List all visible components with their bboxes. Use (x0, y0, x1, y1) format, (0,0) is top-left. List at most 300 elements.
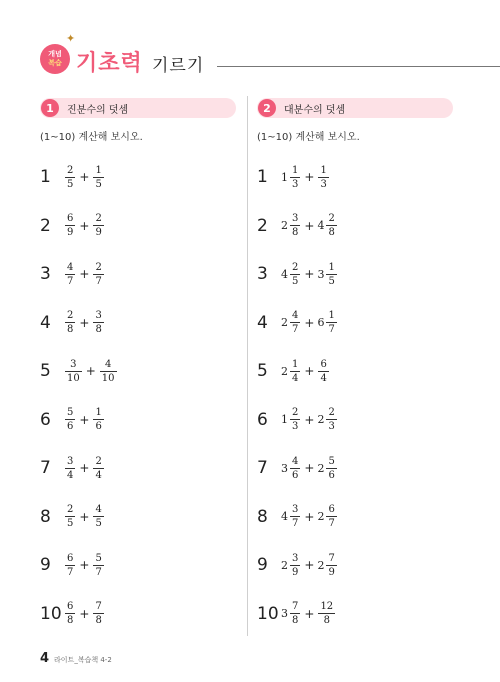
second-numerator: 7 (95, 601, 102, 613)
problem-expression (64, 407, 105, 432)
first-denominator: 7 (292, 324, 299, 336)
problem-row (257, 347, 453, 396)
page-header (40, 32, 500, 86)
second-fraction (93, 213, 103, 238)
first-fraction-bar (290, 371, 300, 372)
second-fraction-bar (93, 468, 103, 469)
second-fraction-bar (100, 371, 117, 372)
second-numerator: 7 (328, 552, 335, 564)
second-fraction-bar (93, 322, 103, 323)
first-denominator: 3 (292, 421, 299, 433)
problem-number: 7 (257, 458, 268, 479)
first-term (64, 359, 83, 384)
first-numerator: 7 (292, 601, 299, 613)
problem-number: 10 (40, 603, 62, 624)
plus-sign: + (79, 315, 90, 330)
first-fraction-bar (290, 225, 300, 226)
plus-sign: + (304, 461, 315, 476)
problem-expression (281, 504, 338, 529)
second-whole: 2 (317, 413, 325, 427)
badge-line-1: 개념 (48, 50, 62, 58)
second-denominator: 7 (95, 275, 102, 287)
page-number: 4 (40, 651, 50, 666)
second-fraction-bar (318, 177, 328, 178)
review-badge (40, 44, 70, 74)
problem-number: 3 (40, 264, 51, 285)
problem-number: 4 (40, 312, 51, 333)
first-denominator: 3 (292, 178, 299, 190)
second-denominator: 9 (328, 566, 335, 578)
second-fraction (93, 310, 103, 335)
first-denominator: 8 (292, 615, 299, 627)
first-fraction (65, 165, 75, 190)
first-term (64, 504, 76, 529)
first-denominator: 8 (67, 324, 74, 336)
first-fraction-bar (65, 613, 75, 614)
problem-row (257, 396, 453, 445)
first-term (281, 504, 301, 529)
second-numerator: 1 (95, 164, 102, 176)
problem-row (257, 493, 453, 542)
first-fraction-bar (290, 613, 300, 614)
first-numerator: 2 (292, 407, 299, 419)
first-numerator: 4 (292, 455, 299, 467)
problem-expression (64, 359, 118, 384)
page-footer (40, 651, 112, 666)
first-whole: 2 (281, 316, 288, 330)
second-whole: 3 (317, 267, 325, 281)
first-denominator: 4 (292, 372, 299, 384)
section-title-2: 대분수의 덧셈 (284, 104, 346, 116)
problem-number: 6 (40, 409, 51, 430)
first-numerator: 1 (292, 164, 299, 176)
second-fraction (318, 359, 328, 384)
plus-sign: + (304, 170, 315, 185)
second-fraction-bar (318, 371, 328, 372)
first-fraction (290, 553, 300, 578)
problem-expression (281, 359, 330, 384)
problem-expression (64, 165, 105, 190)
first-term (281, 310, 301, 335)
first-denominator: 6 (67, 421, 74, 433)
second-fraction (326, 504, 336, 529)
first-numerator: 2 (292, 261, 299, 273)
problem-number: 8 (257, 506, 268, 527)
second-fraction-bar (326, 322, 336, 323)
first-denominator: 7 (292, 518, 299, 530)
first-denominator: 4 (67, 469, 74, 481)
plus-sign: + (304, 412, 315, 427)
second-fraction-bar (326, 565, 336, 566)
second-term (92, 601, 104, 626)
second-fraction (326, 262, 336, 287)
second-fraction-bar (93, 565, 103, 566)
section-number-2: 2 (258, 99, 276, 117)
first-numerator: 3 (70, 358, 77, 370)
first-whole: 4 (281, 510, 288, 524)
first-fraction-bar (65, 516, 75, 517)
second-denominator: 9 (95, 227, 102, 239)
problem-number: 5 (257, 361, 268, 382)
first-fraction-bar (65, 371, 82, 372)
first-numerator: 3 (67, 455, 74, 467)
problem-number: 9 (40, 555, 51, 576)
first-fraction (65, 213, 75, 238)
first-term (64, 165, 76, 190)
instruction-1: (1~10) 계산해 보시오. (40, 132, 143, 143)
problem-row (257, 590, 453, 639)
plus-sign: + (304, 267, 315, 282)
sparkle-icon: ✦ (66, 32, 76, 45)
second-numerator: 3 (95, 310, 102, 322)
plus-sign: + (79, 267, 90, 282)
first-fraction (290, 310, 300, 335)
problem-row (40, 250, 236, 299)
second-numerator: 6 (320, 358, 327, 370)
second-fraction (318, 165, 328, 190)
footer-text: 라이트_복습책 4-2 (54, 656, 112, 664)
plus-sign: + (304, 364, 315, 379)
second-numerator: 2 (328, 213, 335, 225)
second-fraction (93, 601, 103, 626)
second-fraction (318, 601, 335, 626)
second-numerator: 1 (328, 261, 335, 273)
second-numerator: 2 (95, 455, 102, 467)
plus-sign: + (79, 170, 90, 185)
problem-expression (64, 553, 105, 578)
second-term (317, 359, 329, 384)
first-term (64, 310, 76, 335)
first-whole: 1 (281, 170, 288, 184)
first-fraction (65, 504, 75, 529)
second-numerator: 2 (95, 261, 102, 273)
problem-number: 6 (257, 409, 268, 430)
second-fraction (100, 359, 117, 384)
second-whole: 2 (317, 461, 325, 475)
first-term (281, 165, 301, 190)
second-fraction-bar (93, 419, 103, 420)
second-numerator: 4 (95, 504, 102, 516)
second-term (317, 553, 337, 578)
second-denominator: 5 (95, 178, 102, 190)
first-numerator: 2 (67, 310, 74, 322)
second-denominator: 8 (323, 615, 330, 627)
problem-row (257, 153, 453, 202)
second-fraction (326, 310, 336, 335)
first-fraction (65, 310, 75, 335)
first-fraction-bar (65, 322, 75, 323)
first-denominator: 5 (67, 518, 74, 530)
second-numerator: 2 (328, 407, 335, 419)
second-term (317, 165, 329, 190)
first-term (64, 456, 76, 481)
first-fraction (290, 359, 300, 384)
first-numerator: 6 (67, 213, 74, 225)
first-denominator: 5 (67, 178, 74, 190)
problem-number: 3 (257, 264, 268, 285)
problem-row (257, 299, 453, 348)
second-denominator: 5 (328, 275, 335, 287)
first-fraction (65, 262, 75, 287)
second-whole: 4 (317, 219, 325, 233)
second-fraction (93, 407, 103, 432)
plus-sign: + (79, 509, 90, 524)
first-fraction (290, 504, 300, 529)
first-numerator: 6 (67, 552, 74, 564)
plus-sign: + (304, 509, 315, 524)
second-numerator: 12 (320, 601, 334, 613)
first-fraction-bar (290, 516, 300, 517)
first-numerator: 2 (67, 504, 74, 516)
problem-row (40, 444, 236, 493)
first-fraction-bar (290, 322, 300, 323)
second-fraction (93, 262, 103, 287)
problem-number: 9 (257, 555, 268, 576)
first-fraction-bar (290, 565, 300, 566)
plus-sign: + (79, 218, 90, 233)
problem-number: 1 (40, 167, 51, 188)
second-term (92, 407, 104, 432)
first-fraction-bar (65, 468, 75, 469)
first-fraction-bar (290, 274, 300, 275)
problem-expression (64, 456, 105, 481)
problem-number: 4 (257, 312, 268, 333)
first-denominator: 7 (67, 566, 74, 578)
second-fraction-bar (93, 613, 103, 614)
second-denominator: 3 (328, 421, 335, 433)
second-numerator: 1 (328, 310, 335, 322)
first-term (64, 407, 76, 432)
first-fraction-bar (65, 419, 75, 420)
second-denominator: 4 (95, 469, 102, 481)
first-whole: 4 (281, 267, 288, 281)
first-fraction-bar (65, 177, 75, 178)
problem-number: 2 (257, 215, 268, 236)
second-fraction (326, 213, 336, 238)
second-denominator: 4 (320, 372, 327, 384)
first-numerator: 5 (67, 407, 74, 419)
page-title-sub: 기르기 (152, 56, 205, 76)
first-numerator: 1 (292, 358, 299, 370)
problem-row (257, 250, 453, 299)
second-fraction (93, 553, 103, 578)
first-denominator: 9 (67, 227, 74, 239)
section-header-2 (257, 98, 453, 118)
plus-sign: + (304, 606, 315, 621)
second-fraction-bar (326, 225, 336, 226)
problem-expression (64, 262, 105, 287)
first-fraction-bar (65, 565, 75, 566)
first-term (281, 213, 301, 238)
second-term (317, 213, 337, 238)
first-fraction (290, 213, 300, 238)
second-term (317, 407, 337, 432)
second-denominator: 6 (328, 469, 335, 481)
first-fraction (290, 456, 300, 481)
first-fraction (290, 262, 300, 287)
problem-row (40, 590, 236, 639)
second-denominator: 10 (101, 372, 115, 384)
problem-expression (281, 456, 338, 481)
problem-row (40, 202, 236, 251)
second-term (317, 310, 337, 335)
problem-row (40, 347, 236, 396)
second-fraction (326, 456, 336, 481)
problem-expression (64, 504, 105, 529)
second-fraction (93, 456, 103, 481)
second-denominator: 7 (328, 324, 335, 336)
second-whole: 2 (317, 558, 325, 572)
problem-expression (281, 310, 338, 335)
first-term (64, 262, 76, 287)
problem-expression (281, 165, 330, 190)
problem-number: 8 (40, 506, 51, 527)
second-fraction-bar (326, 274, 336, 275)
problem-expression (64, 601, 105, 626)
first-whole: 2 (281, 364, 288, 378)
second-fraction-bar (93, 516, 103, 517)
badge-line-2: 복습 (48, 59, 62, 67)
first-whole: 2 (281, 219, 288, 233)
problem-number: 2 (40, 215, 51, 236)
problem-row (40, 541, 236, 590)
first-term (64, 601, 76, 626)
second-fraction-bar (93, 177, 103, 178)
second-numerator: 6 (328, 504, 335, 516)
plus-sign: + (79, 558, 90, 573)
section-number-1: 1 (41, 99, 59, 117)
instruction-2: (1~10) 계산해 보시오. (257, 132, 360, 143)
first-fraction (65, 407, 75, 432)
first-fraction (65, 359, 82, 384)
section-header-1 (40, 98, 236, 118)
first-fraction (290, 407, 300, 432)
second-fraction-bar (93, 225, 103, 226)
first-term (281, 407, 301, 432)
second-term (317, 456, 337, 481)
first-denominator: 9 (292, 566, 299, 578)
first-denominator: 5 (292, 275, 299, 287)
problem-expression (64, 213, 105, 238)
first-denominator: 8 (67, 615, 74, 627)
first-whole: 3 (281, 461, 288, 475)
problem-row (40, 153, 236, 202)
problem-expression (64, 310, 105, 335)
problem-row (40, 299, 236, 348)
first-denominator: 6 (292, 469, 299, 481)
second-whole: 2 (317, 510, 325, 524)
problem-row (257, 541, 453, 590)
first-fraction (290, 601, 300, 626)
first-term (281, 262, 301, 287)
second-fraction-bar (326, 419, 336, 420)
first-whole: 2 (281, 558, 288, 572)
page-title-main: 기초력 (76, 51, 143, 76)
first-numerator: 3 (292, 213, 299, 225)
title-rule (217, 66, 500, 67)
first-fraction (65, 456, 75, 481)
plus-sign: + (304, 558, 315, 573)
first-fraction-bar (290, 468, 300, 469)
second-term (92, 504, 104, 529)
second-whole: 6 (317, 316, 325, 330)
right-column (257, 98, 453, 638)
plus-sign: + (79, 606, 90, 621)
second-denominator: 8 (95, 324, 102, 336)
problem-expression (281, 262, 338, 287)
second-denominator: 3 (320, 178, 327, 190)
first-term (64, 553, 76, 578)
problem-number: 7 (40, 458, 51, 479)
problem-expression (281, 553, 338, 578)
plus-sign: + (304, 315, 315, 330)
first-term (64, 213, 76, 238)
first-denominator: 10 (67, 372, 80, 384)
second-denominator: 7 (95, 566, 102, 578)
first-numerator: 2 (67, 164, 74, 176)
first-numerator: 3 (292, 504, 299, 516)
problem-list-1 (40, 153, 236, 638)
first-fraction (65, 601, 75, 626)
problem-expression (281, 601, 336, 626)
second-fraction-bar (326, 516, 336, 517)
first-fraction (290, 165, 300, 190)
plus-sign: + (85, 364, 96, 379)
second-numerator: 5 (328, 455, 335, 467)
second-term (317, 262, 337, 287)
second-numerator: 1 (320, 164, 327, 176)
second-denominator: 7 (328, 518, 335, 530)
first-numerator: 6 (67, 601, 74, 613)
second-fraction (93, 165, 103, 190)
second-fraction (326, 407, 336, 432)
first-fraction-bar (65, 225, 75, 226)
problem-row (257, 202, 453, 251)
problem-row (40, 396, 236, 445)
second-term (92, 262, 104, 287)
second-numerator: 1 (95, 407, 102, 419)
second-fraction (326, 553, 336, 578)
second-term (92, 553, 104, 578)
second-term (317, 601, 336, 626)
first-whole: 3 (281, 607, 288, 621)
second-fraction (93, 504, 103, 529)
section-title-1: 진분수의 덧셈 (67, 104, 129, 116)
problem-row (257, 444, 453, 493)
problem-number: 5 (40, 361, 51, 382)
second-term (92, 310, 104, 335)
problem-number: 1 (257, 167, 268, 188)
first-numerator: 4 (292, 310, 299, 322)
second-term (317, 504, 337, 529)
first-fraction-bar (290, 419, 300, 420)
first-term (281, 359, 301, 384)
first-numerator: 3 (292, 552, 299, 564)
first-denominator: 8 (292, 227, 299, 239)
left-column (40, 98, 236, 638)
problem-expression (281, 213, 338, 238)
plus-sign: + (79, 461, 90, 476)
first-term (281, 456, 301, 481)
second-fraction-bar (326, 468, 336, 469)
problem-number: 10 (257, 603, 279, 624)
second-denominator: 8 (328, 227, 335, 239)
first-term (281, 601, 301, 626)
problem-row (40, 493, 236, 542)
first-denominator: 7 (67, 275, 74, 287)
first-term (281, 553, 301, 578)
first-fraction (65, 553, 75, 578)
